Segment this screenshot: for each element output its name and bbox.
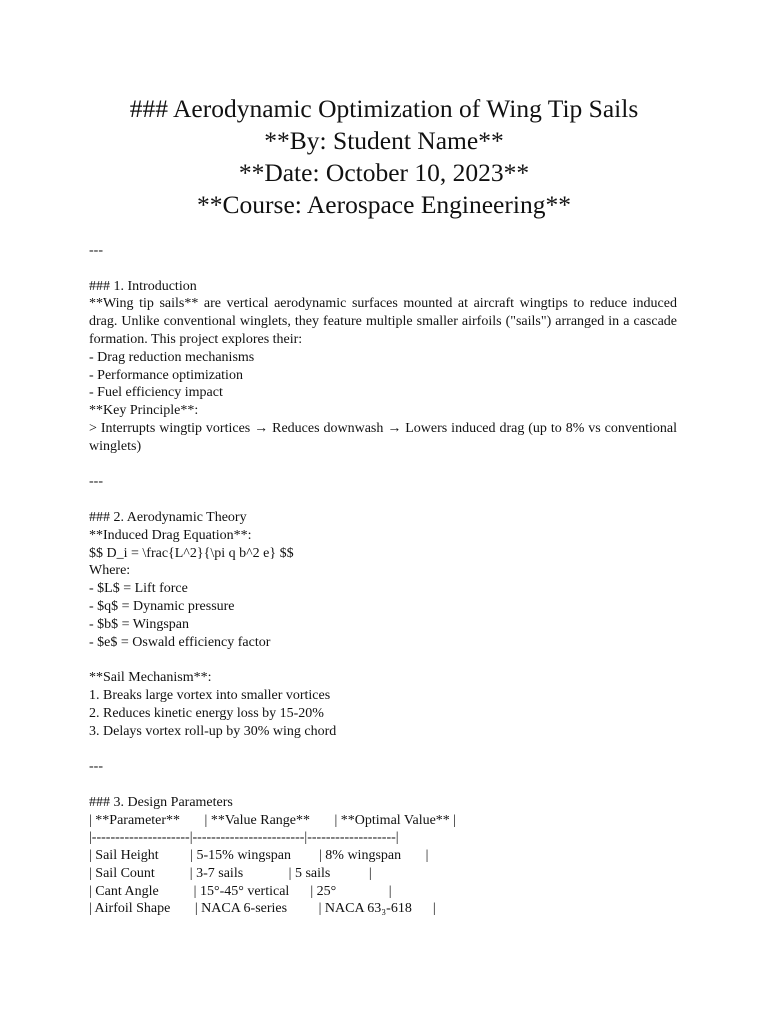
- where-label: Where:: [89, 563, 131, 579]
- table-row: | Cant Angle | 15°-45° vertical | 25° |: [89, 883, 392, 899]
- document-title-block: [0, 93, 768, 221]
- sail-mechanism-label: **Sail Mechanism**:: [89, 670, 212, 686]
- variable-item: - $L$ = Lift force: [89, 581, 188, 597]
- variable-item: - $b$ = Wingspan: [89, 616, 190, 632]
- variable-item: - $q$ = Dynamic pressure: [89, 598, 235, 614]
- table-row: | Airfoil Shape | NACA 6-series | NACA 63₃-618 |: [89, 901, 436, 917]
- mechanism-item: 1. Breaks large vortex into smaller vortices: [89, 687, 331, 703]
- separator: ---: [89, 759, 103, 775]
- equation: $$ D_i = \frac{L^2}{\pi q b^2 e} $$: [89, 545, 294, 561]
- table-row: | Sail Height | 5-15% wingspan | 8% wingspan |: [89, 848, 429, 864]
- section-heading-introduction: ### 1. Introduction: [89, 278, 197, 294]
- list-item: - Fuel efficiency impact: [89, 385, 223, 401]
- section-heading-design: ### 3. Design Parameters: [89, 794, 233, 810]
- section-heading-theory: ### 2. Aerodynamic Theory: [89, 509, 247, 525]
- mechanism-item: 2. Reduces kinetic energy loss by 15-20%: [89, 705, 324, 721]
- equation-label: **Induced Drag Equation**:: [89, 527, 252, 543]
- table-header-row: | **Parameter** | **Value Range** | **Optimal Value** |: [89, 812, 457, 828]
- course-line: **Course: Aerospace Engineering**: [197, 190, 571, 219]
- separator: ---: [89, 474, 103, 490]
- variable-item: - $e$ = Oswald efficiency factor: [89, 634, 271, 650]
- document-title: ### Aerodynamic Optimization of Wing Tip Sails: [129, 94, 639, 123]
- list-item: - Drag reduction mechanisms: [89, 349, 255, 365]
- table-row: | Sail Count | 3-7 sails | 5 sails |: [89, 865, 372, 881]
- parameter-table: [89, 812, 677, 919]
- mechanism-item: 3. Delays vortex roll-up by 30% wing chord: [89, 723, 337, 739]
- list-item: - Performance optimization: [89, 367, 243, 383]
- document-body: [89, 242, 677, 918]
- key-principle-label: **Key Principle**:: [89, 403, 199, 419]
- intro-paragraph: **Wing tip sails** are vertical aerodynamic surfaces mounted at aircraft wingtips to reduce induced drag. Unlike conventional winglets, they feature multiple smaller airfoils ("sails") arranged in a cascade formation. This project explores their:: [89, 296, 677, 347]
- key-principle-quote: > Interrupts wingtip vortices → Reduces downwash → Lowers induced drag (up to 8% vs conventional winglets): [89, 420, 677, 454]
- separator: ---: [89, 243, 103, 258]
- date-line: **Date: October 10, 2023**: [238, 158, 530, 187]
- author-line: **By: Student Name**: [264, 126, 504, 155]
- table-divider-row: |---------------------|------------------------|-------------------|: [89, 830, 399, 846]
